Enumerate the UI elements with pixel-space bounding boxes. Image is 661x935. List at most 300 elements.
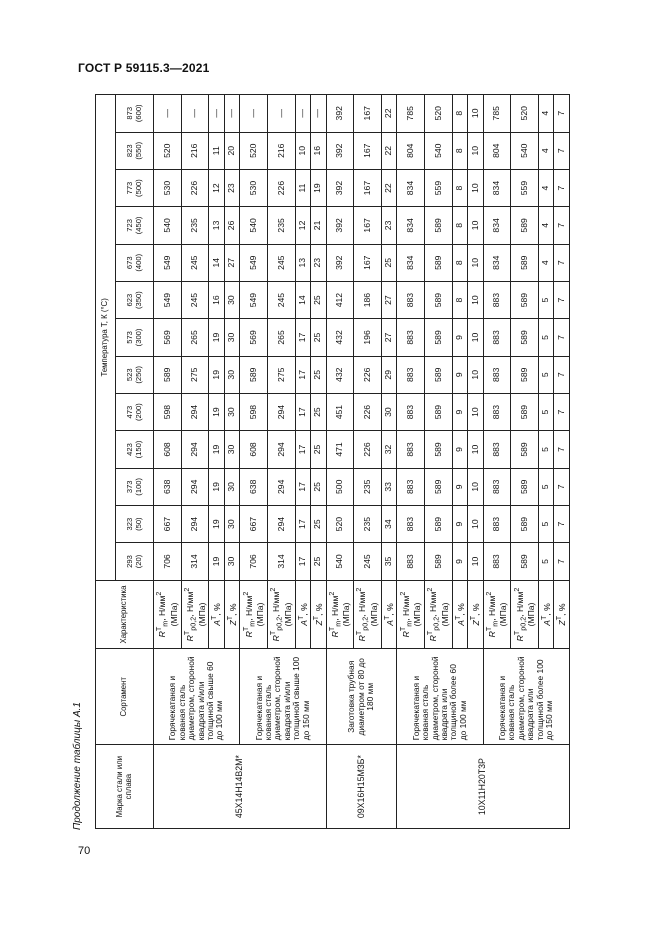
value-cell: 265 xyxy=(267,319,295,356)
value-cell: 167 xyxy=(354,207,382,244)
value-cell: 589 xyxy=(511,319,539,356)
value-cell: 21 xyxy=(311,207,326,244)
value-cell: 19 xyxy=(209,356,224,393)
value-cell: 17 xyxy=(295,356,310,393)
value-cell: 667 xyxy=(240,505,268,542)
header-sortament: Сортамент xyxy=(96,649,154,745)
char-rm: $R^T_m$, $Н/мм^2$ (МПа) xyxy=(397,580,425,649)
value-cell: 500 xyxy=(326,468,354,505)
value-cell: 8 xyxy=(452,132,467,169)
temperature-column-header xyxy=(116,207,154,244)
temp-kelvin: 823 xyxy=(125,144,134,158)
char-a: $A^T$, % xyxy=(209,580,224,649)
value-cell: 34 xyxy=(381,505,396,542)
value-cell: 19 xyxy=(311,169,326,206)
value-cell: 589 xyxy=(511,505,539,542)
value-cell: 27 xyxy=(381,281,396,318)
value-cell: 589 xyxy=(425,543,453,580)
value-cell: 245 xyxy=(354,543,382,580)
value-cell: 294 xyxy=(181,468,209,505)
value-cell: 5 xyxy=(539,356,554,393)
temp-celsius: (450) xyxy=(133,216,143,235)
value-cell: 9 xyxy=(452,356,467,393)
value-cell: 25 xyxy=(311,281,326,318)
value-cell: 25 xyxy=(311,468,326,505)
temperature-column-header xyxy=(116,505,154,542)
value-cell: 17 xyxy=(295,543,310,580)
value-cell: 5 xyxy=(539,393,554,430)
value-cell: 9 xyxy=(452,431,467,468)
value-cell: 432 xyxy=(326,356,354,393)
temp-celsius: (550) xyxy=(133,141,143,160)
value-cell: 5 xyxy=(539,281,554,318)
value-cell: 13 xyxy=(209,207,224,244)
temp-kelvin: 623 xyxy=(125,293,134,307)
value-cell: 7 xyxy=(554,505,570,542)
value-cell: 23 xyxy=(224,169,239,206)
value-cell: 7 xyxy=(554,356,570,393)
value-cell: 10 xyxy=(468,207,483,244)
value-cell: 5 xyxy=(539,468,554,505)
value-cell: 30 xyxy=(381,393,396,430)
value-cell: 226 xyxy=(181,169,209,206)
value-cell: 785 xyxy=(483,95,511,133)
value-cell: 785 xyxy=(397,95,425,133)
value-cell: 10 xyxy=(468,244,483,281)
sortament-1: Горячекатаная и кованая сталь диаметром, стороной квадрата и/или толщиной свыше 60 до 100 мм xyxy=(154,649,240,745)
value-cell: 235 xyxy=(354,505,382,542)
temp-celsius: (50) xyxy=(133,517,143,531)
value-cell: 4 xyxy=(539,132,554,169)
temp-celsius: (350) xyxy=(133,291,143,309)
value-cell: 216 xyxy=(181,132,209,169)
value-cell: 30 xyxy=(224,431,239,468)
value-cell: 30 xyxy=(224,543,239,580)
value-cell: 17 xyxy=(295,431,310,468)
char-rp: $R^T_{p0,2}$, $Н/мм^2$ (МПа) xyxy=(425,580,453,649)
value-cell: 167 xyxy=(354,169,382,206)
value-cell: 9 xyxy=(452,505,467,542)
value-cell: 608 xyxy=(240,431,268,468)
value-cell: 4 xyxy=(539,169,554,206)
header-characteristic: Характеристика xyxy=(96,580,154,649)
value-cell: 7 xyxy=(554,543,570,580)
value-cell: 25 xyxy=(381,244,396,281)
value-cell: 7 xyxy=(554,281,570,318)
value-cell: 167 xyxy=(354,95,382,133)
value-cell: 834 xyxy=(397,207,425,244)
char-z: $Z^T$, % xyxy=(224,580,239,649)
value-cell: 294 xyxy=(267,468,295,505)
value-cell: 540 xyxy=(425,132,453,169)
value-cell: 569 xyxy=(154,319,182,356)
temp-kelvin: 423 xyxy=(125,443,134,456)
value-cell: 29 xyxy=(381,356,396,393)
value-cell: 10 xyxy=(295,132,310,169)
value-cell: 196 xyxy=(354,319,382,356)
value-cell: — xyxy=(209,95,224,133)
value-cell: 216 xyxy=(267,132,295,169)
char-z: $Z^T$, % xyxy=(554,580,570,649)
table-continuation-caption: Продолжение таблицы А.1 xyxy=(72,702,83,830)
value-cell: 19 xyxy=(209,543,224,580)
value-cell: 10 xyxy=(468,281,483,318)
value-cell: 883 xyxy=(483,431,511,468)
value-cell: 5 xyxy=(539,505,554,542)
value-cell: 598 xyxy=(240,393,268,430)
value-cell: 167 xyxy=(354,244,382,281)
value-cell: 30 xyxy=(224,356,239,393)
value-cell: 235 xyxy=(354,468,382,505)
properties-table xyxy=(95,94,570,829)
value-cell: 589 xyxy=(425,431,453,468)
temp-celsius: (200) xyxy=(133,403,143,421)
value-cell: 16 xyxy=(209,281,224,318)
temp-celsius: (300) xyxy=(133,328,143,347)
value-cell: 12 xyxy=(295,207,310,244)
value-cell: 638 xyxy=(154,468,182,505)
temperature-column-header xyxy=(116,543,154,580)
value-cell: 294 xyxy=(267,505,295,542)
value-cell: 883 xyxy=(397,393,425,430)
value-cell: 834 xyxy=(483,169,511,206)
value-cell: 30 xyxy=(224,281,239,318)
value-cell: 10 xyxy=(468,431,483,468)
temp-celsius: (500) xyxy=(133,179,143,197)
sortament-3: Заготовка трубная диаметром от 80 до 180 мм xyxy=(326,649,397,745)
value-cell: 520 xyxy=(326,505,354,542)
value-cell: 589 xyxy=(425,281,453,318)
value-cell: 804 xyxy=(397,132,425,169)
value-cell: 471 xyxy=(326,431,354,468)
value-cell: 19 xyxy=(209,431,224,468)
value-cell: 569 xyxy=(240,319,268,356)
value-cell: 834 xyxy=(483,244,511,281)
value-cell: — xyxy=(311,95,326,133)
value-cell: 392 xyxy=(326,169,354,206)
value-cell: 294 xyxy=(181,431,209,468)
value-cell: 8 xyxy=(452,244,467,281)
value-cell: 883 xyxy=(483,281,511,318)
char-rm: $R^T_m$, $Н/мм^2$ (МПа) xyxy=(240,580,268,649)
value-cell: 589 xyxy=(425,356,453,393)
temp-kelvin: 373 xyxy=(125,480,134,494)
value-cell: 589 xyxy=(511,207,539,244)
char-a: $A^T$, % xyxy=(452,580,467,649)
value-cell: — xyxy=(295,95,310,133)
char-rp: $R^T_{p0,2}$, $Н/мм^2$ (МПа) xyxy=(181,580,209,649)
value-cell: 245 xyxy=(181,281,209,318)
value-cell: 8 xyxy=(452,169,467,206)
value-cell: 559 xyxy=(425,169,453,206)
value-cell: 5 xyxy=(539,319,554,356)
temp-kelvin: 473 xyxy=(125,405,134,419)
value-cell: 8 xyxy=(452,207,467,244)
value-cell: 314 xyxy=(181,543,209,580)
value-cell: 4 xyxy=(539,244,554,281)
value-cell: 530 xyxy=(240,169,268,206)
value-cell: 7 xyxy=(554,393,570,430)
value-cell: 10 xyxy=(468,356,483,393)
value-cell: 589 xyxy=(511,431,539,468)
value-cell: 25 xyxy=(311,319,326,356)
value-cell: 10 xyxy=(468,169,483,206)
char-rp: $R^T_{p0,2}$, $Н/мм^2$ (МПа) xyxy=(354,580,382,649)
value-cell: 804 xyxy=(483,132,511,169)
value-cell: 530 xyxy=(154,169,182,206)
value-cell: 589 xyxy=(425,244,453,281)
value-cell: 265 xyxy=(181,319,209,356)
value-cell: 883 xyxy=(397,356,425,393)
value-cell: 16 xyxy=(311,132,326,169)
value-cell: 883 xyxy=(397,543,425,580)
value-cell: 706 xyxy=(154,543,182,580)
value-cell: 432 xyxy=(326,319,354,356)
value-cell: 235 xyxy=(267,207,295,244)
value-cell: 10 xyxy=(468,505,483,542)
temp-kelvin: 773 xyxy=(125,181,134,195)
value-cell: 245 xyxy=(267,281,295,318)
value-cell: 22 xyxy=(381,95,396,133)
temp-kelvin: 523 xyxy=(125,368,134,382)
value-cell: — xyxy=(224,95,239,133)
value-cell: 19 xyxy=(209,393,224,430)
value-cell: 520 xyxy=(240,132,268,169)
value-cell: 30 xyxy=(224,505,239,542)
value-cell: 883 xyxy=(397,468,425,505)
value-cell: 294 xyxy=(181,393,209,430)
temp-kelvin: 323 xyxy=(125,517,134,531)
value-cell: 13 xyxy=(295,244,310,281)
temperature-column-header xyxy=(116,468,154,505)
value-cell: 30 xyxy=(224,468,239,505)
value-cell: 294 xyxy=(267,393,295,430)
value-cell: 11 xyxy=(209,132,224,169)
value-cell: 226 xyxy=(354,356,382,393)
value-cell: 4 xyxy=(539,95,554,133)
temp-celsius: (600) xyxy=(133,104,143,123)
value-cell: 27 xyxy=(224,244,239,281)
temperature-column-header xyxy=(116,431,154,468)
value-cell: 314 xyxy=(267,543,295,580)
steel-mark-1: 45Х14Н14В2М* xyxy=(154,745,327,829)
value-cell: 19 xyxy=(209,505,224,542)
value-cell: 4 xyxy=(539,207,554,244)
value-cell: 549 xyxy=(240,244,268,281)
value-cell: 9 xyxy=(452,319,467,356)
value-cell: 589 xyxy=(425,468,453,505)
temp-kelvin: 873 xyxy=(125,106,134,120)
temperature-column-header xyxy=(116,281,154,318)
value-cell: 245 xyxy=(181,244,209,281)
value-cell: 33 xyxy=(381,468,396,505)
value-cell: 883 xyxy=(397,281,425,318)
value-cell: 520 xyxy=(511,95,539,133)
value-cell: 10 xyxy=(468,468,483,505)
value-cell: 5 xyxy=(539,543,554,580)
value-cell: 540 xyxy=(154,207,182,244)
value-cell: 14 xyxy=(295,281,310,318)
value-cell: 883 xyxy=(483,356,511,393)
char-rm: $R^T_m$, $Н/мм^2$ (МПа) xyxy=(154,580,182,649)
value-cell: 294 xyxy=(181,505,209,542)
value-cell: 589 xyxy=(425,207,453,244)
value-cell: 35 xyxy=(381,543,396,580)
temp-kelvin: 723 xyxy=(125,219,134,232)
value-cell: — xyxy=(267,95,295,133)
char-a: $A^T$, % xyxy=(295,580,310,649)
value-cell: 235 xyxy=(181,207,209,244)
value-cell: 186 xyxy=(354,281,382,318)
value-cell: 589 xyxy=(511,281,539,318)
page-number: 70 xyxy=(78,845,91,857)
temp-kelvin: 573 xyxy=(125,331,134,344)
value-cell: 226 xyxy=(354,393,382,430)
value-cell: 10 xyxy=(468,132,483,169)
value-cell: 7 xyxy=(554,169,570,206)
temp-kelvin: 293 xyxy=(125,555,134,568)
value-cell: — xyxy=(181,95,209,133)
value-cell: 226 xyxy=(354,431,382,468)
value-cell: 25 xyxy=(311,393,326,430)
value-cell: 883 xyxy=(483,468,511,505)
document-code: ГОСТ Р 59115.3—2021 xyxy=(78,61,210,75)
value-cell: 20 xyxy=(224,132,239,169)
value-cell: 540 xyxy=(326,543,354,580)
value-cell: 17 xyxy=(295,319,310,356)
value-cell: — xyxy=(154,95,182,133)
value-cell: 608 xyxy=(154,431,182,468)
value-cell: 883 xyxy=(483,319,511,356)
value-cell: 589 xyxy=(425,319,453,356)
value-cell: 412 xyxy=(326,281,354,318)
value-cell: 883 xyxy=(397,431,425,468)
value-cell: 12 xyxy=(209,169,224,206)
value-cell: 883 xyxy=(483,505,511,542)
value-cell: 589 xyxy=(511,356,539,393)
temp-celsius: (150) xyxy=(133,440,143,459)
value-cell: 667 xyxy=(154,505,182,542)
value-cell: 10 xyxy=(468,393,483,430)
value-cell: 883 xyxy=(397,505,425,542)
value-cell: 10 xyxy=(468,95,483,133)
value-cell: 638 xyxy=(240,468,268,505)
temperature-column-header xyxy=(116,169,154,206)
value-cell: 25 xyxy=(311,356,326,393)
value-cell: 589 xyxy=(425,505,453,542)
value-cell: 883 xyxy=(483,393,511,430)
value-cell: 589 xyxy=(511,244,539,281)
char-rm: $R^T_m$, $Н/мм^2$ (МПа) xyxy=(326,580,354,649)
value-cell: 706 xyxy=(240,543,268,580)
temp-celsius: (400) xyxy=(133,253,143,272)
value-cell: 451 xyxy=(326,393,354,430)
value-cell: 520 xyxy=(425,95,453,133)
value-cell: 22 xyxy=(381,169,396,206)
value-cell: 22 xyxy=(381,132,396,169)
value-cell: 5 xyxy=(539,431,554,468)
value-cell: 294 xyxy=(267,431,295,468)
value-cell: 883 xyxy=(397,319,425,356)
steel-mark-2: 09Х16Н15М3Б* xyxy=(326,745,397,829)
value-cell: 7 xyxy=(554,319,570,356)
value-cell: 589 xyxy=(511,393,539,430)
value-cell: 7 xyxy=(554,431,570,468)
value-cell: 589 xyxy=(511,543,539,580)
value-cell: 17 xyxy=(295,393,310,430)
header-temperature: Температура T, К (°С) xyxy=(96,95,116,581)
value-cell: 14 xyxy=(209,244,224,281)
value-cell: 275 xyxy=(267,356,295,393)
value-cell: 32 xyxy=(381,431,396,468)
value-cell: 9 xyxy=(452,393,467,430)
value-cell: 26 xyxy=(224,207,239,244)
temperature-column-header xyxy=(116,244,154,281)
value-cell: 19 xyxy=(209,319,224,356)
sortament-5: Горячекатаная и кованая сталь диаметром, стороной квадрата или толщиной более 100 до 150 мм xyxy=(483,649,569,745)
value-cell: 8 xyxy=(452,95,467,133)
value-cell: 7 xyxy=(554,132,570,169)
char-a: $A^T$, % xyxy=(539,580,554,649)
value-cell: 9 xyxy=(452,543,467,580)
steel-mark-3: 10Х11Н20Т3Р xyxy=(397,745,570,829)
char-z: $Z^T$, % xyxy=(311,580,326,649)
value-cell: 392 xyxy=(326,244,354,281)
value-cell: 559 xyxy=(511,169,539,206)
value-cell: 549 xyxy=(240,281,268,318)
value-cell: 883 xyxy=(483,543,511,580)
char-a: $A^T$, % xyxy=(381,580,396,649)
value-cell: 7 xyxy=(554,95,570,133)
header-mark: Марка стали или сплава xyxy=(96,745,154,829)
temperature-column-header xyxy=(116,95,154,133)
value-cell: 7 xyxy=(554,244,570,281)
char-rp: $R^T_{p0,2}$, $Н/мм^2$ (МПа) xyxy=(511,580,539,649)
value-cell: 17 xyxy=(295,505,310,542)
value-cell: 392 xyxy=(326,132,354,169)
value-cell: 245 xyxy=(267,244,295,281)
char-z: $Z^T$, % xyxy=(468,580,483,649)
value-cell: 589 xyxy=(154,356,182,393)
value-cell: 589 xyxy=(240,356,268,393)
value-cell: — xyxy=(240,95,268,133)
value-cell: 30 xyxy=(224,319,239,356)
temperature-column-header xyxy=(116,356,154,393)
value-cell: 25 xyxy=(311,543,326,580)
value-cell: 549 xyxy=(154,244,182,281)
value-cell: 23 xyxy=(311,244,326,281)
value-cell: 589 xyxy=(511,468,539,505)
value-cell: 520 xyxy=(154,132,182,169)
value-cell: 540 xyxy=(511,132,539,169)
value-cell: 11 xyxy=(295,169,310,206)
value-cell: 834 xyxy=(397,169,425,206)
sortament-4: Горячекатаная и кованая сталь диаметром, стороной квадрата или толщиной более 60 до 100 мм xyxy=(397,649,483,745)
value-cell: 167 xyxy=(354,132,382,169)
char-rm: $R^T_m$, $Н/мм^2$ (МПа) xyxy=(483,580,511,649)
value-cell: 27 xyxy=(381,319,396,356)
value-cell: 10 xyxy=(468,319,483,356)
temp-celsius: (20) xyxy=(133,554,143,569)
value-cell: 25 xyxy=(311,505,326,542)
value-cell: 275 xyxy=(181,356,209,393)
value-cell: 392 xyxy=(326,207,354,244)
value-cell: 8 xyxy=(452,281,467,318)
temp-celsius: (100) xyxy=(133,477,143,496)
rotated-table-container xyxy=(95,94,570,829)
value-cell: 392 xyxy=(326,95,354,133)
value-cell: 540 xyxy=(240,207,268,244)
